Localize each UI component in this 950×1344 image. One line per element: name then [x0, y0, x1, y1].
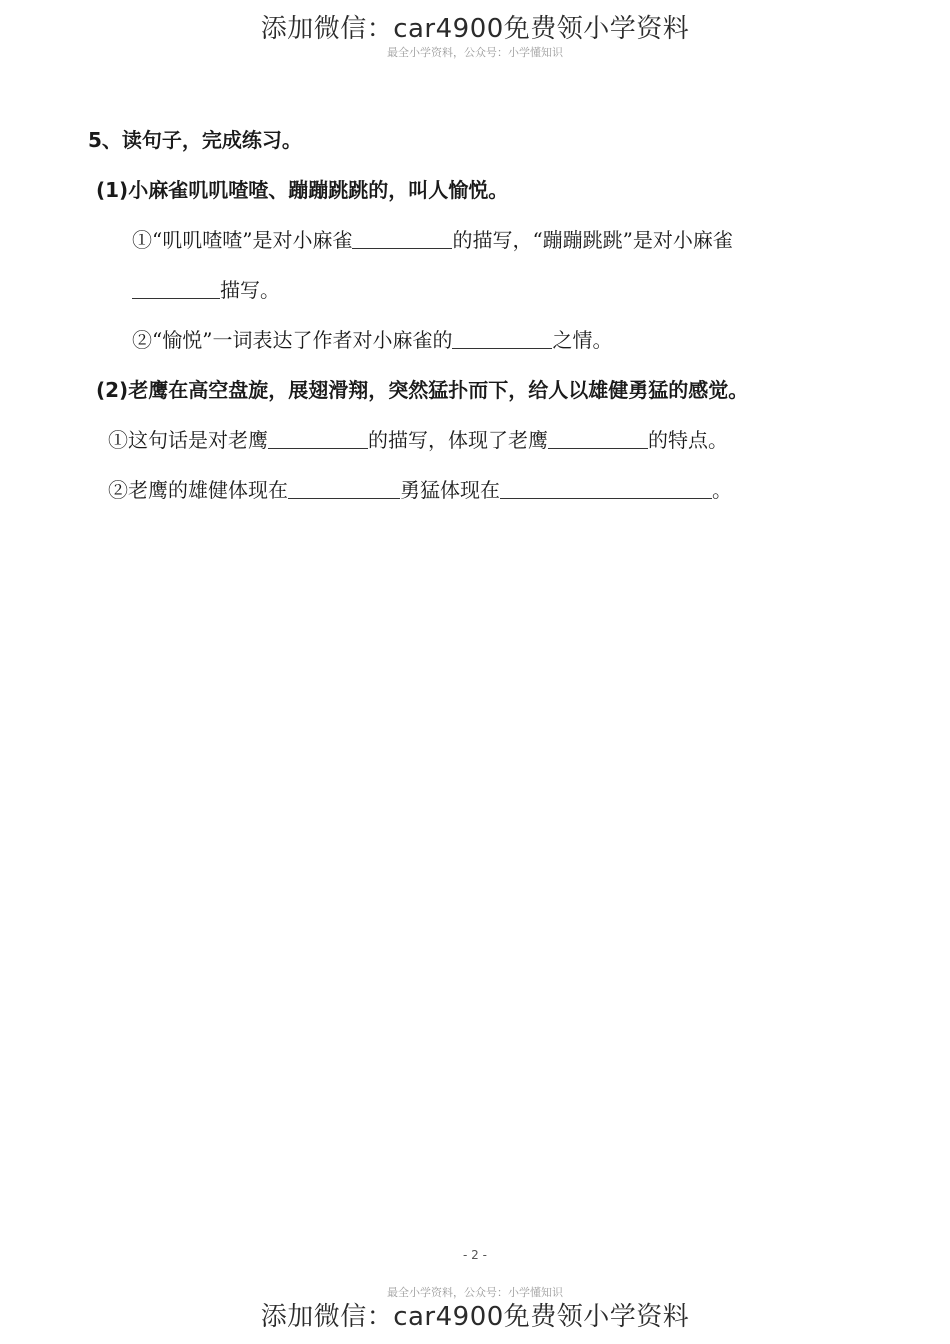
answer-blank[interactable] — [132, 278, 220, 299]
part1-q1-text-c: 描写。 — [220, 278, 280, 302]
answer-blank[interactable] — [288, 478, 400, 499]
part2-q1-text-a: ①这句话是对老鹰 — [108, 428, 268, 452]
footer-subtext: 最全小学资料，公众号：小学懂知识 — [387, 1286, 563, 1299]
part1-q2-line — [132, 326, 612, 354]
part2-sentence: (2)老鹰在高空盘旋，展翅滑翔，突然猛扑而下，给人以雄健勇猛的感觉。 — [96, 378, 749, 402]
page-number: - 2 - — [463, 1248, 487, 1262]
part1-q1-text-b: 的描写，“蹦蹦跳跳”是对小麻雀 — [452, 228, 733, 252]
answer-blank[interactable] — [268, 428, 368, 449]
part1-q1-text-a: ①“叽叽喳喳”是对小麻雀 — [132, 228, 353, 252]
part2-q1-text-b: 的描写，体现了老鹰 — [368, 428, 548, 452]
part1-q1-line2 — [132, 276, 280, 304]
part2-q2-text-c: 。 — [712, 478, 732, 502]
part2-q1-text-c: 的特点。 — [648, 428, 728, 452]
part2-q1-line — [108, 426, 728, 454]
part2-q2-line — [108, 476, 732, 504]
question-title: 5、读句子，完成练习。 — [88, 128, 302, 152]
answer-blank[interactable] — [352, 228, 452, 249]
watermark-banner-top: 添加微信：car4900免费领小学资料 — [260, 14, 690, 44]
part1-sentence: (1)小麻雀叽叽喳喳、蹦蹦跳跳的，叫人愉悦。 — [96, 178, 509, 202]
watermark-banner-bottom: 添加微信：car4900免费领小学资料 — [260, 1302, 690, 1332]
answer-blank[interactable] — [500, 478, 712, 499]
part2-q2-text-b: 勇猛体现在 — [400, 478, 500, 502]
header-subtext: 最全小学资料，公众号：小学懂知识 — [387, 46, 563, 59]
part1-q2-text-a: ②“愉悦”一词表达了作者对小麻雀的 — [132, 328, 453, 352]
answer-blank[interactable] — [452, 328, 552, 349]
part2-q2-text-a: ②老鹰的雄健体现在 — [108, 478, 288, 502]
part1-q1-line1 — [132, 226, 733, 254]
answer-blank[interactable] — [548, 428, 648, 449]
part1-q2-text-b: 之情。 — [552, 328, 613, 352]
